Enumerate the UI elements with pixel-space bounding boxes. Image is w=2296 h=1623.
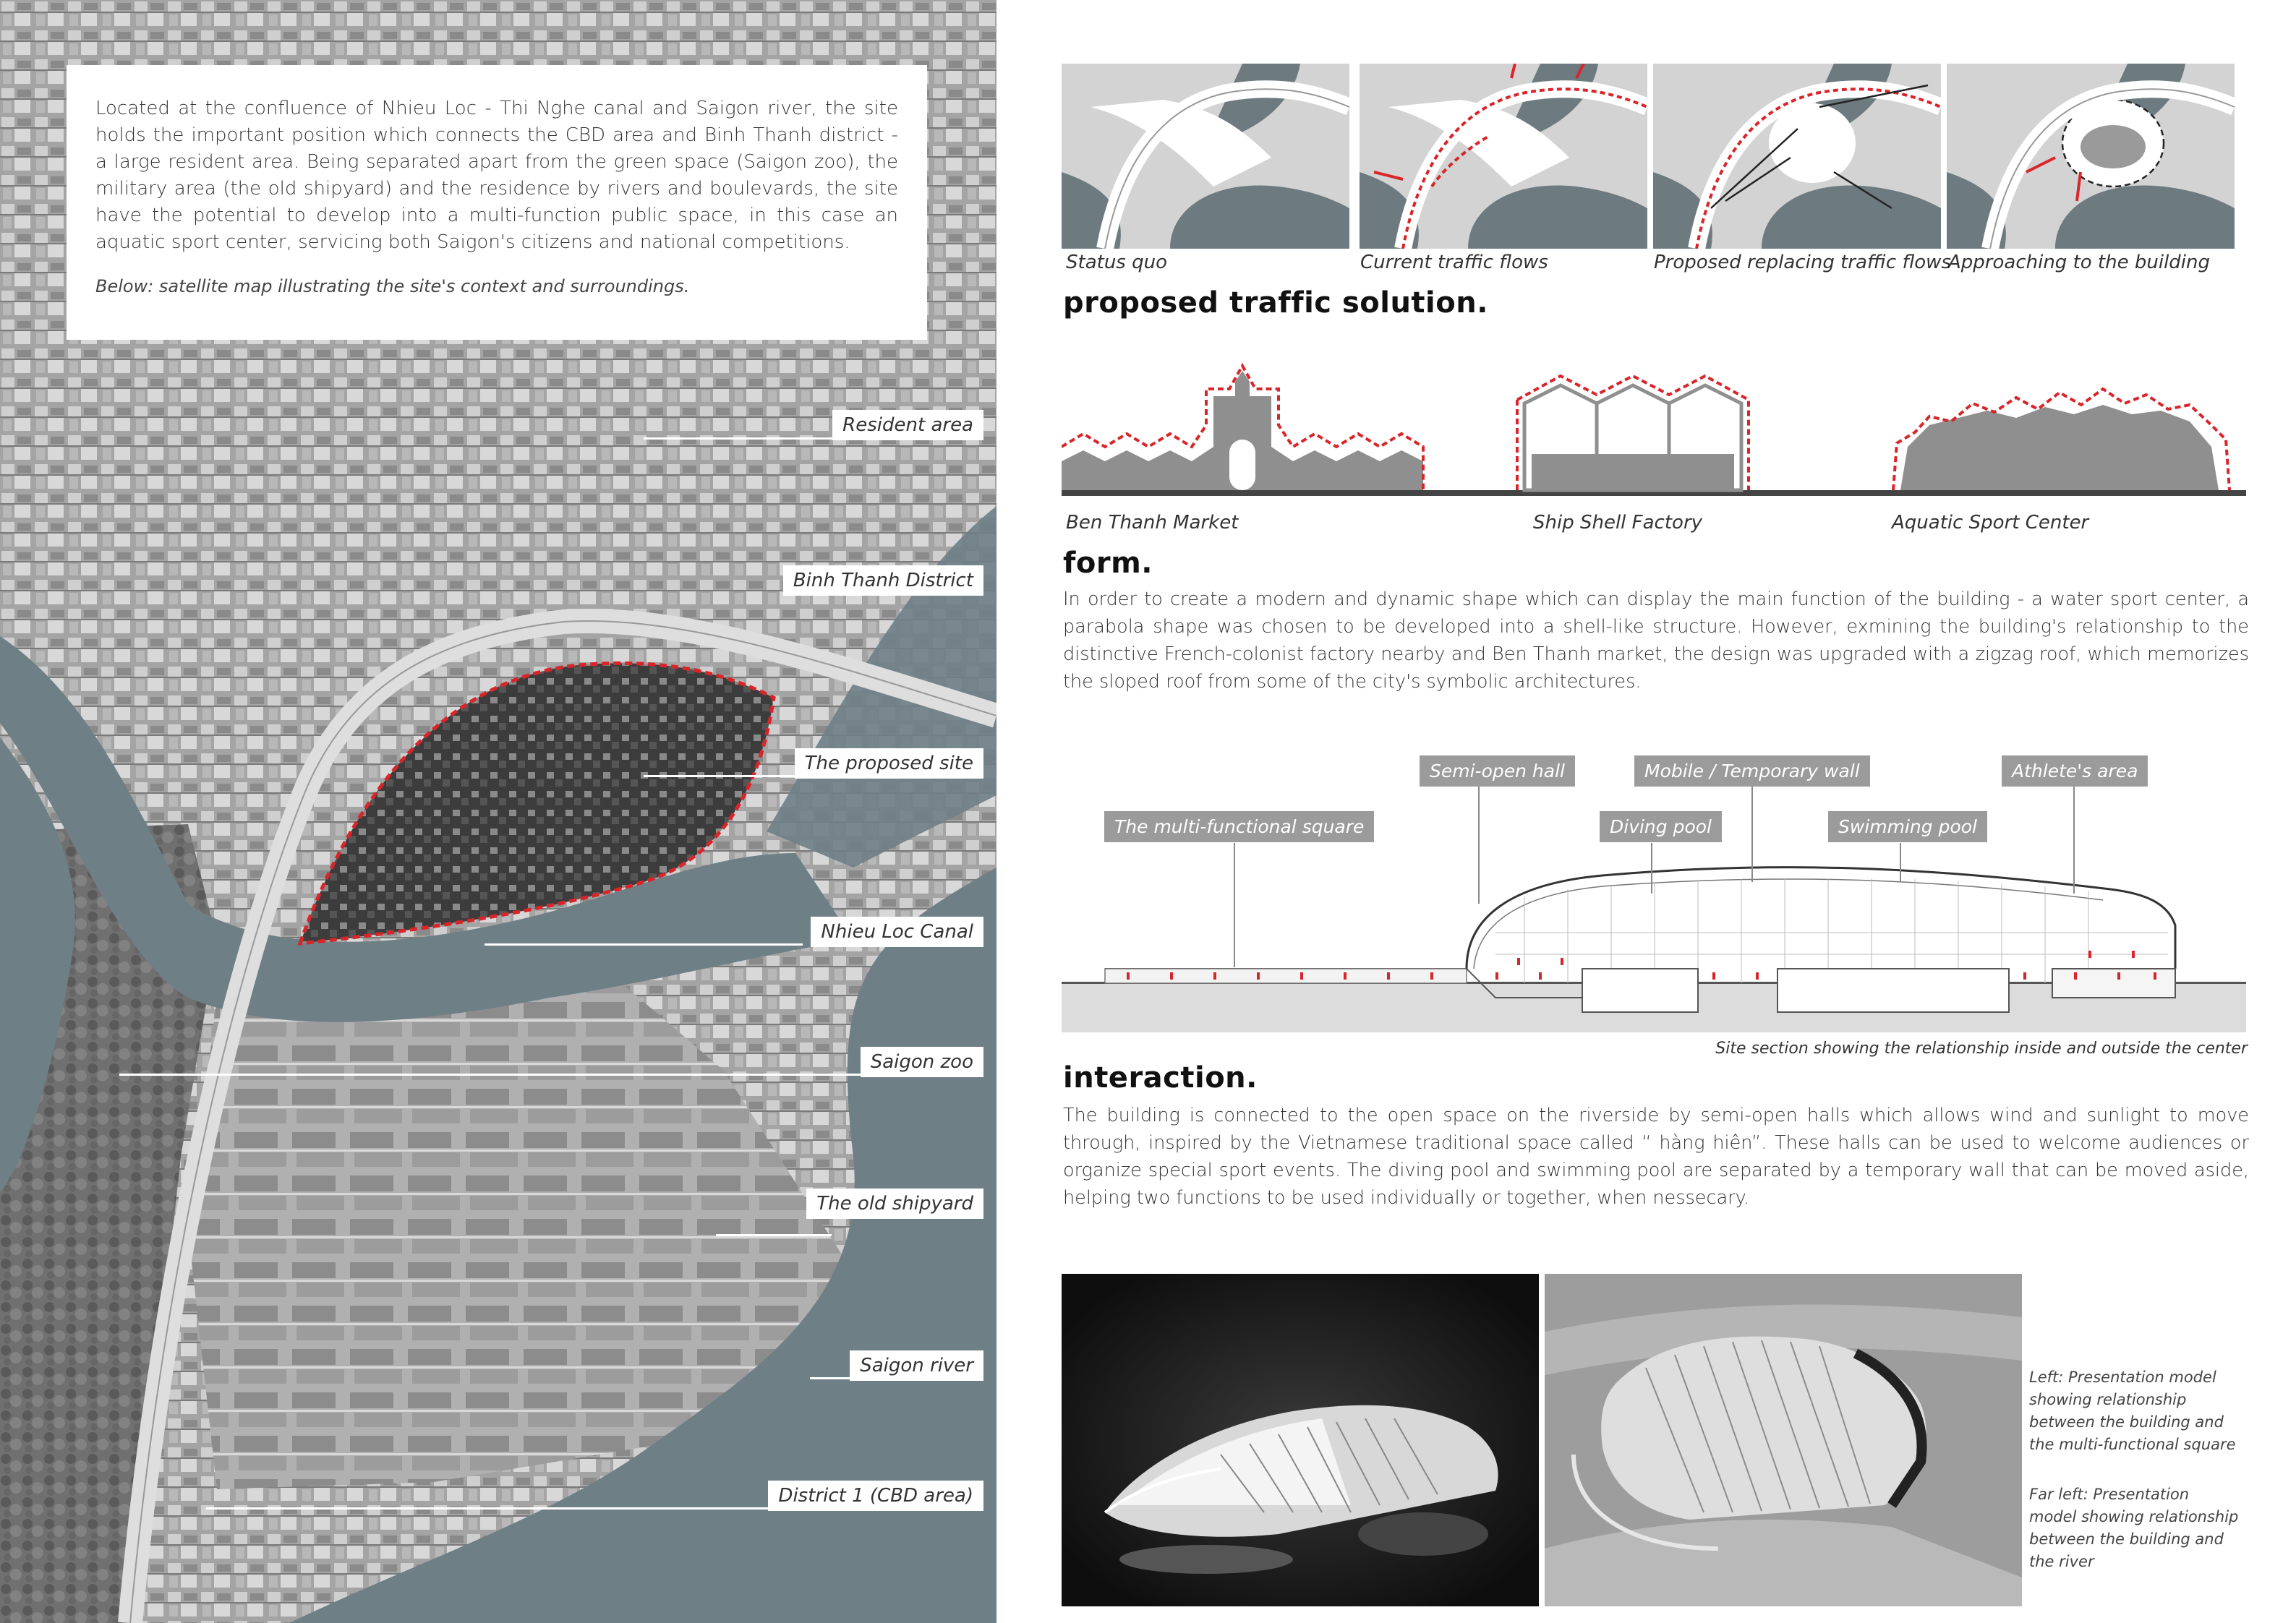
ship-shell-factory-drawing [1517,376,1749,490]
caption-ben-thanh: Ben Thanh Market [1066,512,1239,534]
label-athletes-area: Athlete's area [2002,755,2148,787]
heading-form: form. [1063,547,1153,580]
intro-text: Located at the confluence of Nhieu Loc - Thi Nghe canal and Saigon river, the site holds the important position which connects the CBD area and Binh Thanh district - a large resident area. Being separated apart from the green space (Saigon zoo), the military area (the old shipyard) and the residence by rivers and boulevards, the site have the potential to develop into a multi-function public space, in this case an aquatic sport center, servicing both Saigon's citizens and national competitions. [95,98,898,253]
map-label-old-shipyard: The old shipyard [806,1189,983,1219]
caption-proposed-flows: Proposed replacing traffic flows [1654,252,1951,273]
map-label-proposed-site: The proposed site [795,748,983,779]
model-photo-river [1062,1274,1539,1606]
traffic-panel-status-quo [1062,64,1349,249]
model-caption-far-left: Far left: Presentation model showing relationship between the building and the river [2029,1486,2239,1570]
traffic-diagrams [1062,64,2246,249]
intro-caption: Below: satellite map illustrating the site's context and surroundings. [95,276,690,296]
ben-thanh-market-drawing [1062,366,1423,490]
caption-approaching: Approaching to the building [1948,252,2211,273]
leader-line [485,943,803,946]
map-label-resident-area: Resident area [832,410,983,440]
leader-line [644,437,861,440]
leader-line [716,1234,832,1236]
section-caption: Site section showing the relationship inside and outside the center [1715,1040,2248,1058]
map-label-binh-thanh: Binh Thanh District [783,565,983,596]
caption-current-flows: Current traffic flows [1360,252,1548,273]
map-label-saigon-zoo: Saigon zoo [861,1047,983,1077]
site-section-diagram [1062,752,2246,1034]
form-text: In order to create a modern and dynamic shape which can display the main function of the building - a water sport center, a parabola shape was chosen to be developed into a shell-like structure. However, exmining the building's relationship to the distinctive French-colonist factory nearby and Ben Thanh market, the design was upgraded with a zigzag roof, which memorizes the sloped roof from some of the city's symbolic architectures. [1063,588,2249,693]
form-diagram [1062,353,2246,505]
aquatic-center-drawing [1893,389,2229,490]
intro-box [67,65,927,340]
leader-line [206,1507,785,1509]
model-caption-left: Left: Presentation model showing relationship between the building and the multi-functional square [2029,1369,2236,1453]
map-label-district-1: District 1 (CBD area) [768,1481,983,1511]
label-semi-open-hall: Semi-open hall [1420,755,1575,787]
model-photo-square [1545,1274,2022,1606]
caption-ship-shell: Ship Shell Factory [1533,512,1703,534]
caption-status-quo: Status quo [1066,252,1168,273]
traffic-panel-current-flows [1360,64,1647,249]
heading-interaction: interaction. [1063,1061,1258,1095]
label-mobile-wall: Mobile / Temporary wall [1634,755,1870,787]
label-square: The multi-functional square [1104,811,1374,842]
traffic-panel-approaching [1947,64,2235,249]
label-swimming-pool: Swimming pool [1828,811,1987,842]
label-diving-pool: Diving pool [1600,811,1722,842]
map-label-nhieu-loc: Nhieu Loc Canal [811,917,983,947]
interaction-text: The building is connected to the open space on the riverside by semi-open halls which allows wind and sunlight to move through, inspired by the Vietnamese traditional space called “ hàng hiên”. These halls can be used to welcome audiences or organize special sport events. The diving pool and swimming pool are separated by a temporary wall that can be moved aside, helping two functions to be used individually or together, when nessecary. [1063,1105,2249,1209]
map-label-saigon-river: Saigon river [850,1350,983,1381]
caption-aquatic-center: Aquatic Sport Center [1892,512,2089,534]
satellite-map [0,0,997,1623]
traffic-panel-proposed-flows [1653,64,1941,249]
leader-line [119,1074,871,1076]
heading-traffic: proposed traffic solution. [1063,286,1488,320]
